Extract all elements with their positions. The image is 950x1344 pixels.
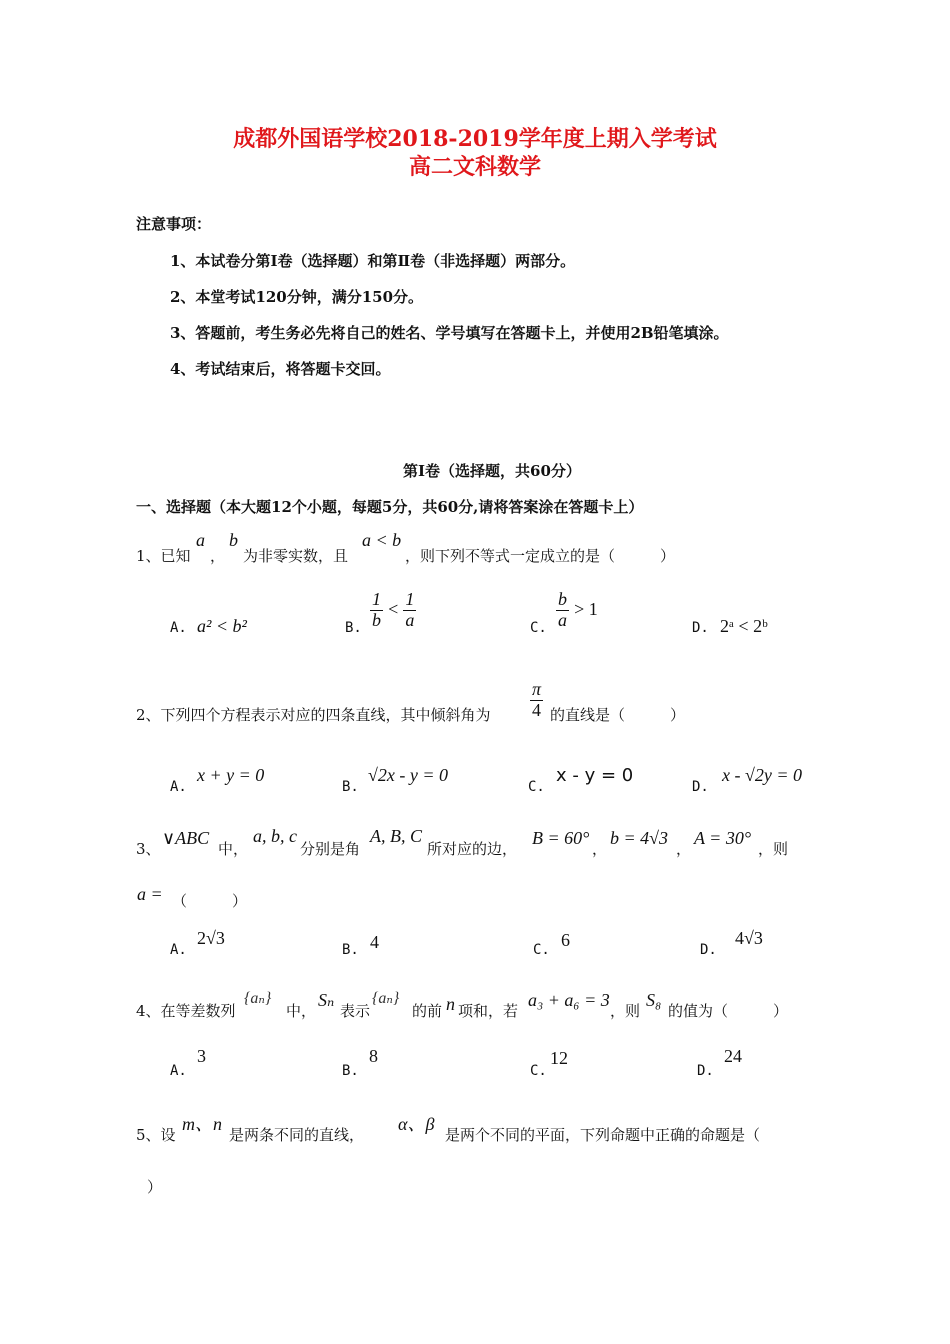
q4-option-c-expr: 12 [550,1048,568,1068]
q3-option-b-label[interactable]: B. [342,942,359,958]
q1-c-den: a [558,609,567,630]
q4-option-c-label[interactable]: C. [530,1063,547,1079]
q1-option-b-expr [370,590,416,631]
q2-frac-num: π [532,679,542,699]
q2-option-d-expr: x - √2y = 0 [722,765,802,785]
q1-var-b: b [229,530,238,550]
q3-c1: ， [592,840,608,858]
q5-t1: 是两条不同的直线， [229,1126,365,1144]
q1-option-d-label[interactable]: D. [692,620,709,636]
q3-line2-expr: a = [137,884,163,904]
q4-option-b-label[interactable]: B. [342,1063,359,1079]
notice-item-4: 4、考试结束后，将答题卡交回。 [170,360,391,378]
q1-b-den2: a [405,609,415,630]
q3-option-d-label[interactable]: D. [700,942,717,958]
q4-option-a-expr: 3 [197,1046,206,1066]
q3-option-a-label[interactable]: A. [170,942,187,958]
q4-t5: ，则 [610,1002,641,1020]
q3-sides: a, b, c [253,826,297,846]
q4-t4: 项和，若 [458,1002,519,1020]
q1-condition: a < b [362,530,402,550]
q4-option-a-label[interactable]: A. [170,1063,187,1079]
q4-t6: 的值为（ ） [668,1002,789,1020]
q4-t2: 表示 [340,1002,371,1020]
exam-title: 成都外国语学校2018-2019学年度上期入学考试 [233,126,717,152]
volume-title: 第Ⅰ卷（选择题，共60分） [403,462,581,480]
q1-b-op: < [388,598,399,619]
q3-option-c-label[interactable]: C. [533,942,550,958]
q4-t1: 中， [286,1002,317,1020]
q5-t2: 是两个不同的平面，下列命题中正确的命题是（ [445,1126,761,1144]
q3-t3: 所对应的边， [427,840,518,858]
notice-heading: 注意事项： [136,215,212,233]
q1-b-num2: 1 [405,589,415,609]
q5-num: 5、设 [136,1126,176,1144]
exam-subtitle: 高二文科数学 [408,154,541,180]
q4-option-b-expr: 8 [369,1046,378,1066]
q3-angle-a: A = 30° [694,828,752,848]
q4-condition: a₃ + a₆ = 3 [528,990,610,1010]
q1-option-d-expr: 2ᵃ < 2ᵇ [720,616,768,636]
q2-option-d-label[interactable]: D. [692,779,709,795]
q2-option-c-expr: x - y = 0 [556,765,634,786]
q1-text2: ，则下列不等式一定成立的是（ ） [405,547,676,565]
q4-num: 4、在等差数列 [136,1002,236,1020]
q4-n: n [446,994,455,1014]
q3-t4: ，则 [758,840,789,858]
q1-option-b-label[interactable]: B. [345,620,362,636]
q2-option-c-label[interactable]: C. [528,779,545,795]
q3-triangle: ∨ABC [162,828,210,848]
q3-angle-b: B = 60° [532,828,590,848]
q5-planes: α、β [398,1114,435,1134]
q4-option-d-label[interactable]: D. [697,1063,714,1079]
q4-seq2: {aₙ} [372,990,400,1007]
q1-option-c-label[interactable]: C. [530,620,547,636]
q3-line2-paren: （ ） [172,892,248,910]
notice-item-1: 1、本试卷分第Ⅰ卷（选择题）和第Ⅱ卷（非选择题）两部分。 [170,252,576,270]
part-title: 一、选择题（本大题12个小题，每题5分，共60分,请将答案涂在答题卡上） [136,498,644,516]
q1-c-num: b [558,589,567,609]
q1-b-num1: 1 [372,589,381,609]
notice-item-2: 2、本堂考试120分钟，满分150分。 [170,288,424,306]
q5-line2: ） [147,1178,163,1196]
q2-fraction [530,680,543,721]
q2-text1: 2、下列四个方程表示对应的四条直线，其中倾斜角为 [136,706,491,724]
q1-text1: 为非零实数，且 [243,547,349,565]
notice-item-3: 3、答题前，考生务必先将自己的姓名、学号填写在答题卡上，并使用2B铅笔填涂。 [170,324,729,342]
q3-num: 3、 [136,840,161,858]
q3-option-c-expr: 6 [561,930,570,950]
q2-frac-den: 4 [532,699,542,720]
q1-option-a-expr: a² < b² [197,616,247,636]
q4-t3: 的前 [412,1002,443,1020]
q1-comma: ， [210,547,226,565]
q3-c2: ， [676,840,692,858]
q2-option-a-label[interactable]: A. [170,779,187,795]
q4-seq1: {aₙ} [244,990,272,1007]
q3-side-b: b = 4√3 [610,828,669,848]
q3-option-a-expr: 2√3 [197,928,225,948]
q1-b-den1: b [372,609,381,630]
q3-t2: 分别是角 [300,840,361,858]
q2-option-a-expr: x + y = 0 [197,765,265,785]
q5-lines: m、n [182,1114,222,1134]
q1-c-rest: > 1 [574,598,598,619]
q2-option-b-label[interactable]: B. [342,779,359,795]
q1-var-a: a [196,530,205,550]
q3-angles: A, B, C [370,826,422,846]
q1-num: 1、已知 [136,547,191,565]
q1-option-a-label[interactable]: A. [170,620,187,636]
q2-text2: 的直线是（ ） [550,706,686,724]
q3-option-d-expr: 4√3 [735,928,763,948]
q1-option-c-expr [556,590,598,631]
q4-sn: Sₙ [318,990,335,1010]
q3-option-b-expr: 4 [370,932,379,952]
q4-s8: S₈ [646,990,662,1010]
q3-t1: 中， [218,840,249,858]
q4-option-d-expr: 24 [724,1046,742,1066]
q2-option-b-expr: √2x - y = 0 [368,765,448,785]
